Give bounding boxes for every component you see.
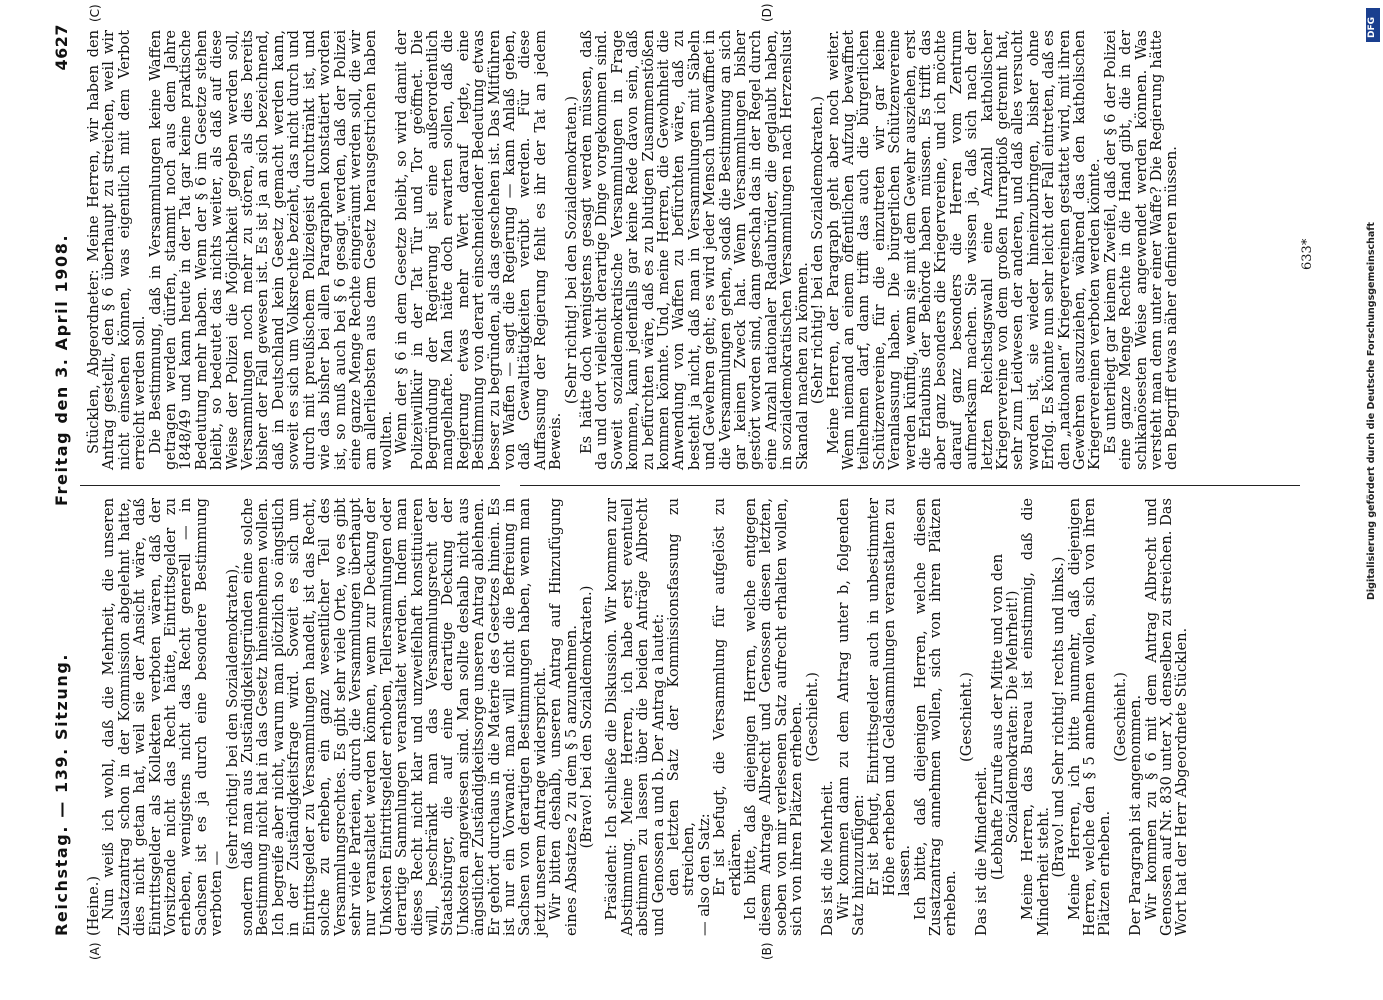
left-column-paragraph: Ich bitte, daß diejenigen Herren, welche diesen Zusatzantrag annehmen wollen, sich von ihren Plätzen erheben. (911, 498, 960, 936)
left-column-paragraph: Er ist befugt, die Versammlung für aufgelöst zu erklären. (711, 498, 744, 896)
margin-mark-c: (C) (88, 4, 102, 22)
right-column-paragraph: Die Bestimmung, daß in Versammlungen keine Waffen getragen werden dürfen, stammt noch aus dem Jahre 1848/49 und kann heute in der Tat gar keine praktische Bedeutung mehr haben. Wenn der § 6 im Gesetze stehen bleibt, so bedeutet das nichts weiter, als daß auf diese Weise der Polizei die Möglichkeit gegeben werden soll, Versammlungen noch mehr zu stören, als dies bereits bisher der Fall gewesen ist. Es ist ja an sich bezeichnend, daß in Deutschland kein Gesetz gemacht werden kann, soweit es sich um Volksrechte bezieht, das nicht durch und durch mit preußischem Polizeigeist durchtränkt ist, und wie das bisher bei allen Paragraphen konstatiert worden ist, so muß auch bei § 6 gesagt werden, daß der Polizei eine ganze Menge Rechte eingeräumt werden soll, die wir am allerliebsten aus dem Gesetz herausgestrichen haben wollten. (146, 30, 395, 470)
right-column-paragraph: Es hätte doch wenigstens gesagt werden müssen, daß da und dort vielleicht derartige Dinge vorgekommen sind. Soweit sozialdemokratische Versammlungen in Frage kommen, kann jedenfalls gar keine Rede davon sein, daß zu befürchten wäre, daß es zu blutigen Zusammenstößen kommen könnte. Und, meine Herren, die Gewohnheit die Anwendung von Waffen zu befürchten wäre, daß zu besteht ja nicht, daß man in Versammlungen mit Säbeln und Gewehren geht; es wird jeder Mensch unbewaffnet in die Versammlungen gehen, sodaß die Bestimmung an sich gar keinen Zweck hat. Wenn Versammlungen bisher gestört worden sind, dann geschah das in der Regel durch eine Anzahl nationaler Radaubrüder, die geglaubt haben, in sozialdemokratischen Versammlungen nach Herzenslust Skandal machen zu können. (578, 30, 811, 470)
left-column-paragraph: Wir kommen zu § 6 mit dem Antrag Albrecht und Genossen auf Nr. 830 unter X, denselben zu streichen. Das Wort hat der Herr Abgeordnete Stücklen. (1142, 498, 1191, 936)
left-column-paragraph: (Lebhafte Zurufe aus der Mitte und von den Sozialdemokraten: Die Mehrheit!) (988, 553, 1021, 881)
digitization-note-text: Digitalisierung gefördert durch die Deutsche Forschungsgemeinschaft (1366, 222, 1377, 600)
header-session: Reichstag. — 139. Sitzung. (52, 652, 71, 936)
digitization-note (1366, 0, 1380, 1000)
right-column-paragraph: Wenn der § 6 in dem Gesetze bleibt, so wird damit der Polizeiwillkür in der Tat Tür und Tor geöffnet. Die Begründung der Regierung ist eine außerordentlich mangelhafte. Man hätte doch erwarten sollen, daß die Regierung etwas mehr Wert darauf legte, eine Bestimmung von derart einschneidender Bedeutung etwas besser zu begründen, als das geschehen ist. Das Mitführen von Waffen — sagt die Regierung — kann Anlaß geben, daß Gewalttätigkeiten verübt werden. Für diese Auffassung der Regierung fehlt es ihr der Tat an jedem Beweis. (393, 30, 565, 470)
footer-sheet-number: 633* (1300, 238, 1315, 270)
left-column-paragraph: Das ist die Mehrheit. (819, 780, 837, 936)
dfg-logo-text: DFG (1367, 16, 1377, 38)
left-column-paragraph: den letzten Satz der Kommissionsfassung zu streichen, (665, 498, 698, 896)
left-column-paragraph: Präsident: Ich schließe die Diskussion. Wir kommen zur Abstimmung. Meine Herren, ich habe erst eventuell abstimmen zu lassen über die beiden Anträge Albrecht und Genossen a und b. Der Antrag a lautet: (603, 498, 667, 936)
margin-mark-b: (B) (760, 942, 774, 960)
left-column-paragraph: Meine Herren, das Bureau ist einstimmig, daß die Minderheit steht. (1019, 498, 1052, 936)
left-column-paragraph: Nun weiß ich wohl, daß die Mehrheit, die unseren Zusatzantrag schon in der Kommission abgelehnt hatte, dies nicht getan hat, weil sie der Ansicht wäre, daß Eintrittsgelder als Kollekten verboten wären, daß der Vorsitzende nicht das Recht hätte, Eintrittsgelder zu erheben, wenigstens nicht das Recht generell — in Sachsen ist es ja durch eine besondere Bestimmung verboten — (100, 498, 226, 936)
left-column-paragraph: sondern daß man aus Zuständigkeitsgründen eine solche Bestimmung nicht hat in das Gesetz hineinnehmen wollen. Ich begreife aber nicht, warum man plötzlich so ängstlich in der Zuständigkeitsfrage wird. Soweit es sich um Eintrittsgelder zu Versammlungen handelt, ist das Recht, solche zu erheben, ein ganz wesentlicher Teil des Versammlungsrechtes. Es gibt sehr viele Orte, wo es gibt sehr viele Parteien, durch die Versammlungen überhaupt nur veranstaltet werden können, wenn zur Deckung der Unkosten Eintrittsgelder erhoben, Tellersammlungen oder derartige Sammlungen veranstaltet werden. Indem man dieses Recht nicht klar und unzweifelhaft konstituieren will, beschränkt man das Versammlungsrecht der Staatsbürger, die auf eine derartige Deckung der Unkosten angewiesen sind. Man sollte deshalb nicht aus ängstlicher Zuständigkeitssorge unseren Antrag ablehnen. Er gehört durchaus in die Materie des Gesetzes hinein. Es ist nur ein Vorwand: man will nicht die Befreiung in Sachsen von derartigen Bestimmungen haben, wenn man jetzt unserem Antrage widerspricht. (239, 498, 549, 936)
text-column-left (86, 498, 1190, 936)
right-column-paragraph: Stücklen, Abgeordneter: Meine Herren, wir haben den Antrag gestellt, den § 6 überhaupt zu streichen, weil wir nicht einsehen können, was eigentlich mit dem Verbot erreicht werden soll. (85, 30, 149, 470)
right-column-paragraph: (Sehr richtig! bei den Sozialdemokraten.) (809, 95, 827, 405)
column-divider-top (80, 485, 500, 486)
left-column-paragraph: Wir bitten deshalb, unseren Antrag auf Hinzufügung eines Absatzes 2 zu dem § 5 anzunehmen. (547, 498, 580, 936)
margin-mark-a: (A) (88, 942, 102, 960)
left-column-paragraph: (sehr richtig! bei den Sozialdemokraten), (223, 564, 241, 870)
left-column-paragraph: Der Paragraph ist angenommen. (1127, 694, 1145, 936)
left-column-paragraph: Das ist die Minderheit. (973, 766, 991, 936)
left-column-paragraph: (Geschieht.) (957, 672, 975, 762)
margin-mark-d: (D) (760, 3, 774, 22)
page-header (52, 24, 78, 936)
left-column-paragraph: Wir kommen dann zu dem Antrag unter b, folgenden Satz hinzuzufügen: (834, 498, 867, 936)
header-date: Freitag den 3. April 1908. (52, 233, 71, 506)
header-page-number: 4627 (52, 24, 71, 71)
left-column-paragraph: Meine Herren, ich bitte nunmehr, daß diejenigen Herren, welche den § 5 annehmen wollen, sich von ihren Plätzen erheben. (1065, 498, 1114, 936)
right-column-paragraph: Meine Herren, der Paragraph geht aber noch weiter. Wenn niemand an einem öffentlichen Aufzug bewaffnet teilnehmen darf, dann trifft das auch die bürgerlichen Schützenvereine, für die einzutreten wir gar keine Veranlassung haben. Die bürgerlichen Schützenvereine werden künftig, wenn sie mit dem Gewehr ausziehen, erst die Erlaubnis der Behörde haben müssen. Es trifft das aber ganz besonders die Kriegervereine, und ich möchte darauf ganz besonders die Herren vom Zentrum aufmerksam machen. Sie wissen ja, daß sich nach der letzten Reichstagswahl eine Anzahl katholischer Kriegervereine von dem großen Hurraptioß getrennt hat, sehr zum Leidwesen der anderen, und daß alles versucht worden ist, sie wieder hineinzubringen, bisher ohne Erfolg. Es könnte nun sehr leicht der Fall eintreten, daß es den „nationalen“ Kriegervereinen gestattet wird, mit ihren Gewehren auszuziehen, während das den katholischen Kriegervereinen verboten werden könnte. (824, 30, 1104, 470)
left-column-paragraph: (Bravo! bei den Sozialdemokraten.) (578, 585, 595, 849)
left-column-paragraph: Ich bitte, daß diejenigen Herren, welche entgegen diesem Antrage Albrecht und Genossen diesen letzten, soeben von mir verlesenen Satz aufrecht erhalten wollen, sich von ihren Plätzen erheben. (742, 498, 806, 936)
left-column-paragraph: (Heine.) (85, 875, 102, 936)
right-column-paragraph: (Sehr richtig! bei den Sozialdemokraten.) (562, 95, 580, 405)
left-column-paragraph: — also den Satz: (695, 813, 713, 936)
left-column-paragraph: (Bravo! und Sehr richtig! rechts und links.) (1050, 556, 1068, 878)
left-column-paragraph: Er ist befugt, Eintrittsgelder auch in unbestimmter Höhe erheben und Geldsammlungen veranstalten zu lassen. (865, 498, 914, 896)
left-column-paragraph: (Geschieht.) (803, 672, 821, 762)
right-column-paragraph: Es unterliegt gar keinem Zweifel, daß der § 6 der Polizei eine ganze Menge Rechte in die Hand gibt, die in der schikanösesten Weise angewendet werden können. Was versteht man denn unter einer Waffe? Die Regierung hätte den Begriff etwas näher definieren müssen. (1101, 30, 1181, 470)
left-column-paragraph: (Geschieht.) (1111, 672, 1129, 762)
text-column-right (86, 30, 1180, 470)
column-divider-bottom (520, 485, 1300, 486)
dfg-logo (1366, 8, 1380, 42)
